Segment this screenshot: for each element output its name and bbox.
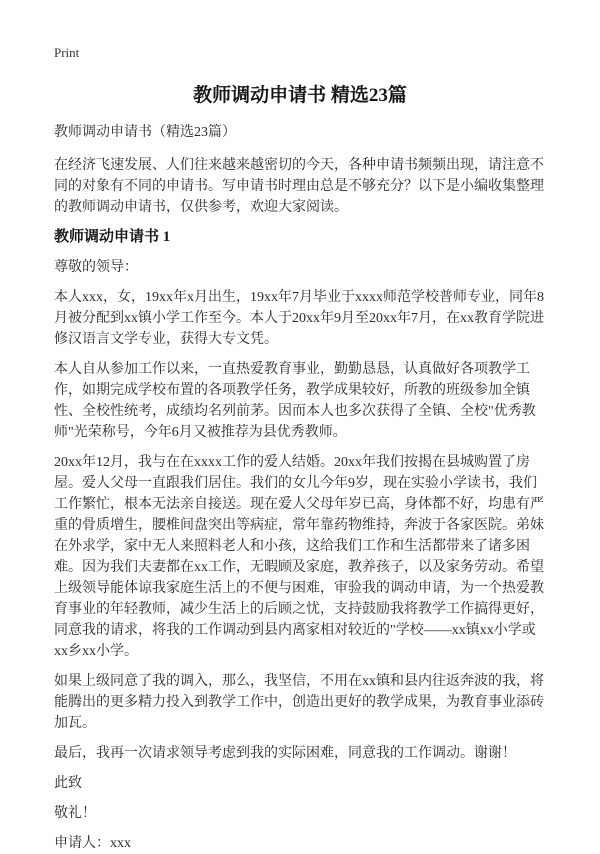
body-paragraph: 最后，我再一次请求领导考虑到我的实际困难，同意我的工作调动。谢谢！: [54, 746, 516, 761]
page-title: 教师调动申请书 精选23篇: [193, 85, 407, 106]
closing-applicant: 申请人：xxx: [54, 836, 131, 851]
section-heading-1: 教师调动申请书 1: [54, 229, 171, 245]
body-paragraph: 本人自从参加工作以来，一直热爱教育事业，勤勤恳恳，认真做好各项教学工作，如期完成学校布置的各项教学任务，教学成果较好，所教的班级参加全镇性、全校性统考，成绩均名列前茅。因而本人也多次获得了全镇、全校"优秀教师"光荣称号，今年6月又被推荐为县优秀教师。: [54, 362, 536, 440]
document-subtitle: 教师调动申请书（精选23篇）: [54, 125, 236, 140]
print-button[interactable]: Print: [54, 45, 80, 60]
body-paragraph: 20xx年12月，我与在在xxxx工作的爱人结婚。20xx年我们按揭在县城购置了房屋。爱人父母一直跟我们居住。我们的女儿今年9岁，现在实验小学读书，我们工作繁忙，根本无法亲自接送。现在爱人父母年岁已高，身体都不好，均患有严重的骨质增生，腰椎间盘突出等病症，常年靠药物维持，奔波于各家医院。弟妹在外求学，家中无人来照料老人和小孩，这给我们工作和生活都带来了诸多困难。因为我们夫妻都在xx工作，无暇顾及家庭，教养孩子，以及家务劳动。希望上级领导能体谅我家庭生活上的不便与困难，审验我的调动申请，为一个热爱教育事业的年轻教师，减少生活上的后顾之忧，支持鼓励我将教学工作搞得更好，同意我的请求，将我的工作调动到县内离家相对较近的"学校——xx镇xx小学或xx乡xx小学。: [54, 455, 544, 659]
closing-respectfully: 此致: [54, 776, 82, 791]
body-paragraph: 本人xxx，女，19xx年x月出生，19xx年7月毕业于xxxx师范学校普师专业，同年8月被分配到xx镇小学工作至今。本人于20xx年9月至20xx年7月，在xx教育学院进修汉语言文学专业，获得大专文凭。: [54, 290, 544, 347]
salutation-line: 尊敬的领导：: [54, 260, 138, 275]
body-paragraph: 如果上级同意了我的调入，那么，我坚信，不用在xx镇和县内往返奔波的我，将能腾出的更多精力投入到教学工作中，创造出更好的教学成果，为教育事业添砖加瓦。: [54, 674, 544, 731]
intro-paragraph: 在经济飞速发展、人们往来越来越密切的今天，各种申请书频频出现，请注意不同的对象有不同的申请书。写申请书时理由总是不够充分？以下是小编收集整理的教师调动申请书，仅供参考，欢迎大家阅读。: [54, 158, 544, 215]
closing-salute: 敬礼！: [54, 806, 96, 821]
